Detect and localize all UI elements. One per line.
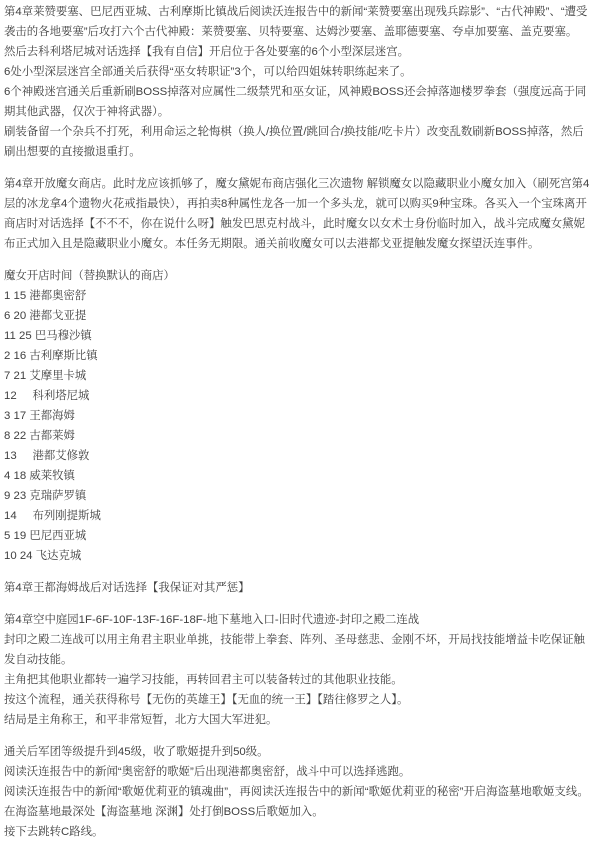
text-line: 阅读沃连报告中的新闻“歌姬优莉亚的镇魂曲”，再阅读沃连报告中的新闻“歌姬优莉亚的秘密”开启海盗墓地歌姬支线。在海盗墓地最深处【海盗墓地 深渊】处打倒BOSS后歌姬加入。 [4, 786, 589, 818]
text-line: 接下去跳转C路线。 [4, 826, 104, 838]
blank-line [4, 254, 595, 266]
text-line: 结局是主角称王，和平非常短暂，北方大国大军进犯。 [4, 714, 278, 726]
text-line: 6 20 港都戈亚提 [4, 310, 87, 322]
text-line: 8 22 古都莱姆 [4, 430, 75, 442]
blank-line [4, 566, 595, 578]
text-line: 2 16 古利摩斯比镇 [4, 350, 98, 362]
text-line: 封印之殿二连战可以用主角君主职业单挑，技能带上拳套、阵列、圣母慈悲、金刚不坏，开局找技能增益卡吃保证触发自动技能。 [4, 634, 585, 666]
text-line: 12 科利塔尼城 [4, 390, 90, 402]
text-line: 14 布列刚提斯城 [4, 510, 101, 522]
text-line: 主角把其他职业都转一遍学习技能，再转回君主可以装备转过的其他职业技能。 [4, 674, 403, 686]
text-line: 第4章空中庭园1F-6F-10F-13F-16F-18F-地下墓地入口-旧时代遗迹-封印之殿二连战 [4, 614, 420, 626]
text-line: 9 23 克瑞萨罗镇 [4, 490, 87, 502]
text-line: 7 21 艾摩里卡城 [4, 370, 87, 382]
text-line: 第4章王都海姆战后对话选择【我保证对其严惩】 [4, 582, 250, 594]
blank-line [4, 730, 595, 742]
text-line: 第4章莱赞要塞、巴尼西亚城、古利摩斯比镇战后阅读沃连报告中的新闻“莱赞要塞出现残兵踪影”、“古代神殿”、“遭受袭击的各地要塞”后攻打六个古代神殿：莱赞要塞、贝特要塞、达姆沙要塞、盖耶德要塞、夸卓加要塞、盖克要塞。 [4, 6, 588, 38]
text-line: 10 24 飞达克城 [4, 550, 82, 562]
blank-line [4, 598, 595, 610]
text-line: 1 15 港都奥密舒 [4, 290, 87, 302]
text-line: 按这个流程，通关获得称号【无伤的英雄王】【无血的统一王】【踏往修罗之人】。 [4, 694, 409, 706]
text-line: 魔女开店时间（替换默认的商店） [4, 270, 175, 282]
text-line: 阅读沃连报告中的新闻“奥密舒的歌姬”后出现港都奥密舒，战斗中可以选择逃跑。 [4, 766, 411, 778]
text-line: 6处小型深层迷宫全部通关后获得“巫女转职证”3个，可以给四姐妹转职练起来了。 [4, 66, 412, 78]
text-line: 然后去科利塔尼城对话选择【我有自信】开启位于各处要塞的6个小型深层迷宫。 [4, 46, 410, 58]
text-line: 第4章开放魔女商店。此时龙应该抓够了，魔女黛妮布商店强化三次遗物 解锁魔女以隐藏职业小魔女加入（刷死宫第4层的冰龙拿4个遗物火花戒指最快），再拍卖8种属性龙各一加一个多头龙，就可以购买9种宝珠。各买入一个宝珠离开商店时对话选择【不不不，你在说什么呀】触发巴思克村战斗，此时魔女以女术士身份临时加入，战斗完成魔女黛妮布正式加入且是隐藏职业小魔女。本任务无期限。通关前收魔女可以去港都戈亚提触发魔女探望沃连事件。 [4, 178, 590, 250]
blank-line [4, 162, 595, 174]
text-line: 5 19 巴尼西亚城 [4, 530, 87, 542]
text-line: 4 18 威莱牧镇 [4, 470, 75, 482]
text-line: 通关后军团等级提升到45级，收了歌姬提升到50级。 [4, 746, 269, 758]
text-line: 3 17 王都海姆 [4, 410, 75, 422]
text-line: 13 港都艾修敦 [4, 450, 90, 462]
text-line: 11 25 巴马穆沙镇 [4, 330, 92, 342]
text-line: 6个神殿迷宫通关后重新刷BOSS掉落对应属性二级禁咒和巫女证，风神殿BOSS还会掉落迦楼罗拳套（强度远高于同期其他武器，仅次于神将武器）。 [4, 86, 587, 118]
text-line: 刷装备留一个杂兵不打死，利用命运之轮悔棋（换人/换位置/跳回合/换技能/吃卡片）改变乱数刷新BOSS掉落，然后刷出想要的直接撤退重打。 [4, 126, 584, 158]
